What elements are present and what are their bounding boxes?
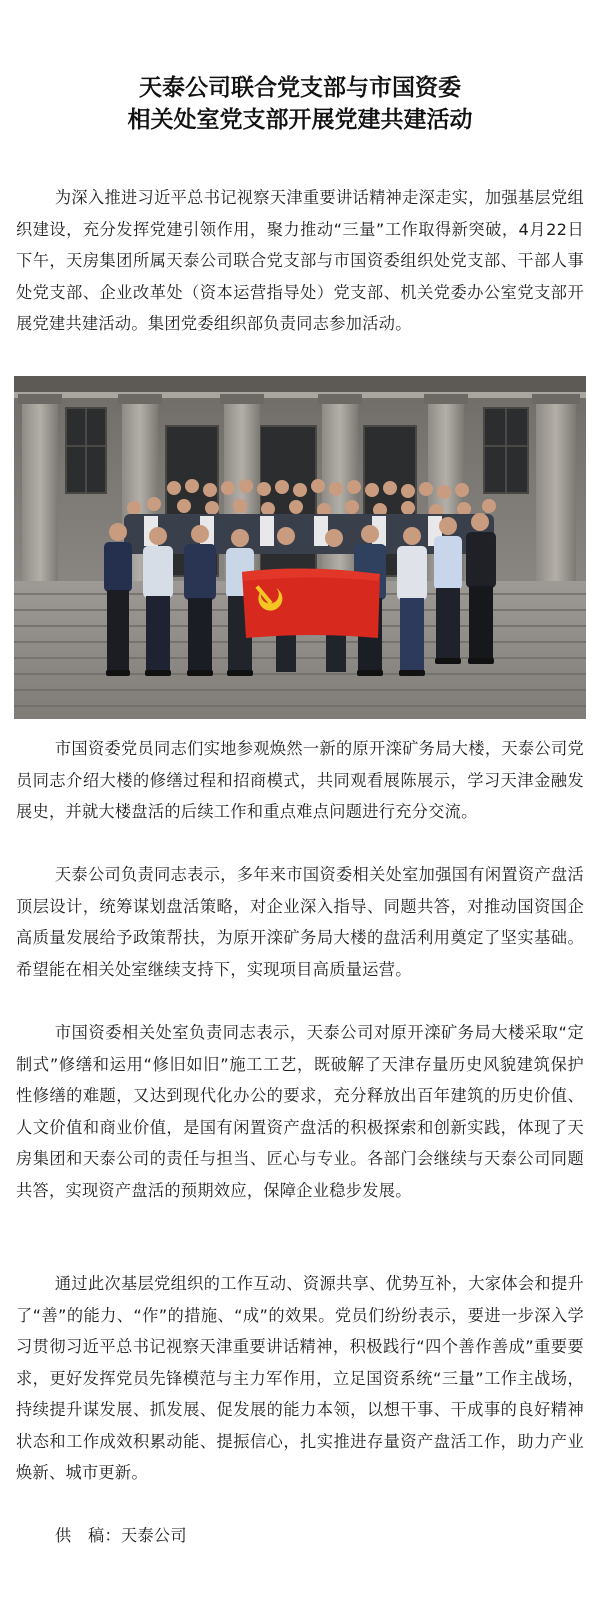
group-photo-illustration: [14, 376, 586, 719]
source-value: 天泰公司: [120, 1526, 187, 1545]
source-credit: [55, 1520, 187, 1552]
source-label: 供 稿：: [55, 1526, 121, 1545]
paragraph-conclusion: 通过此次基层党组织的工作互动、资源共享、优势互补，大家体会和提升了“善”的能力、“作”的措施、“成”的效果。党员们纷纷表示，要进一步深入学习贯彻习近平总书记视察天津重要讲话精神，积极践行“四个善作善成”重要要求，更好发挥党员先锋模范与主力军作用，立足国资系统“三量”工作主战场，持续提升谋发展、抓发展、促发展的能力本领，以想干事、干成事的良好精神状态和工作成效积累动能、提振信心，扎实推进存量资产盘活工作，助力产业焕新、城市更新。: [16, 1274, 584, 1482]
group-photo: [14, 376, 586, 719]
title-line-2: 相关处室党支部开展党建共建活动: [127, 106, 473, 133]
paragraph-visit: 市国资委党员同志们实地参观焕然一新的原开滦矿务局大楼，天泰公司党员同志介绍大楼的修缮过程和招商模式，共同观看展陈展示，学习天津金融发展史，并就大楼盘活的后续工作和重点难点问题进行充分交流。: [16, 739, 584, 821]
article-title: [0, 72, 600, 136]
paragraph-tiantai-statement: 天泰公司负责同志表示，多年来市国资委相关处室加强国有闲置资产盘活顶层设计，统筹谋划盘活策略，对企业深入指导、同题共答，对推动国资国企高质量发展给予政策帮扶，为原开滦矿务局大楼的盘活利用奠定了坚实基础。希望能在相关处室继续支持下，实现项目高质量运营。: [16, 865, 584, 979]
paragraph-intro: 为深入推进习近平总书记视察天津重要讲话精神走深走实，加强基层党组织建设，充分发挥党建引领作用，聚力推动“三量”工作取得新突破，4月22日下午，天房集团所属天泰公司联合党支部与市国资委组织处党支部、干部人事处党支部、企业改革处（资本运营指导处）党支部、机关党委办公室党支部开展党建共建活动。集团党委组织部负责同志参加活动。: [16, 188, 584, 333]
paragraph-sasac-statement: 市国资委相关处室负责同志表示，天泰公司对原开滦矿务局大楼采取“定制式”修缮和运用“修旧如旧”施工工艺，既破解了天津存量历史风貌建筑保护性修缮的难题，又达到现代化办公的要求，充分释放出百年建筑的历史价值、人文价值和商业价值，是国有闲置资产盘活的积极探索和创新实践，体现了天房集团和天泰公司的责任与担当、匠心与专业。各部门会继续与天泰公司同题共答，实现资产盘活的预期效应，保障企业稳步发展。: [16, 1023, 584, 1200]
title-line-1: 天泰公司联合党支部与市国资委: [139, 74, 461, 101]
party-flag: [242, 568, 380, 638]
